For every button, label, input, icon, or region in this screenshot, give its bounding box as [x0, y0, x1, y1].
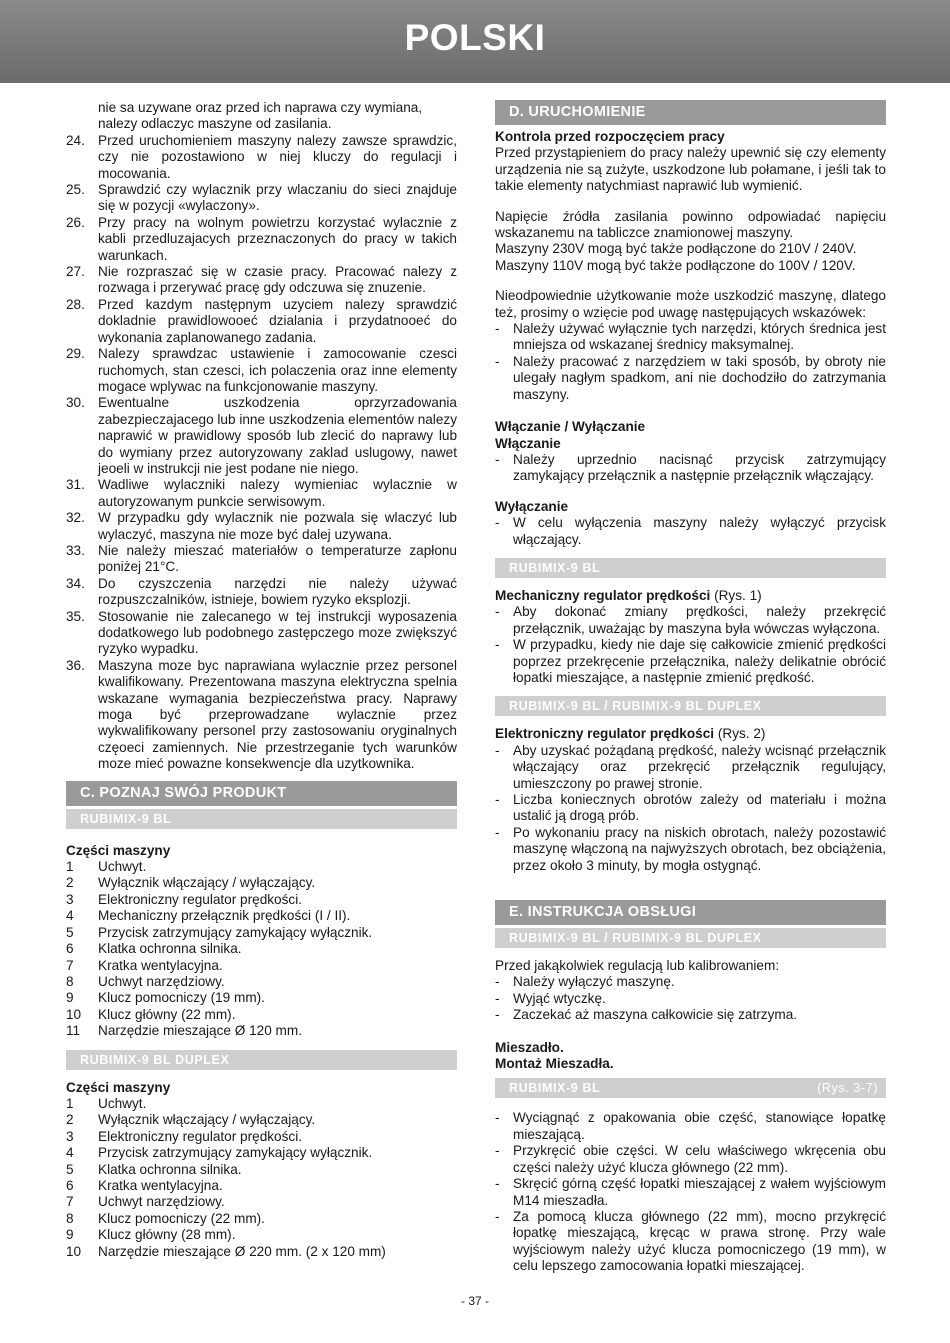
- misuse-text: Nieodpowiednie użytkowanie może uszkodzić maszynę, dlatego też, prosimy o wzięcie pod uwagę następujących wskazówek:: [495, 288, 886, 320]
- item-number: 10: [66, 1006, 82, 1022]
- subheader-label: RUBIMIX-9 BL: [509, 1081, 601, 1096]
- on-list: [495, 452, 886, 485]
- item-number: 1: [66, 1095, 74, 1111]
- part-item: [66, 1112, 457, 1128]
- part-item: [66, 1162, 457, 1178]
- item-text: Nalezy sprawdzac ustawienie i zamocowanie czesci ruchomych, stan czesci, ich polaczenia oraz inne elementy mogace wplywac na funkcjonowanie maszyny.: [98, 346, 457, 394]
- item-number: 3: [66, 1128, 74, 1144]
- parts-list: [66, 859, 457, 1039]
- item-number: 4: [66, 908, 74, 924]
- safety-item: [66, 543, 457, 576]
- subheader-label: RUBIMIX-9 BL: [509, 560, 601, 575]
- item-text: Klucz główny (22 mm).: [98, 1006, 236, 1022]
- item-number: 35.: [66, 608, 85, 624]
- item-number: 29.: [66, 346, 85, 362]
- item-number: 8: [66, 1210, 74, 1226]
- misuse-list: [495, 321, 886, 403]
- item-text: Klucz pomocniczy (22 mm).: [98, 1210, 265, 1226]
- intro-line: nie sa uzywane oraz przed ich naprawa czy wymiana,: [98, 100, 423, 115]
- dash-bullet: -: [495, 824, 500, 840]
- dash-bullet: -: [495, 604, 500, 620]
- dash-bullet: -: [495, 1143, 500, 1159]
- dash-bullet: -: [495, 637, 500, 653]
- part-item: [66, 1227, 457, 1243]
- right-column: [495, 100, 886, 1275]
- mech-regulator-heading: [495, 588, 886, 604]
- onoff-title: Włączanie / Wyłączanie: [495, 419, 646, 435]
- list-item: [495, 321, 886, 354]
- parts-title: Części maszyny: [66, 1079, 171, 1095]
- item-text: W przypadku gdy wylacznik nie pozwala się wlaczyć lub wylaczyć, maszyna nie moze być dalej uzywana.: [98, 510, 457, 542]
- dash-bullet: -: [495, 1176, 500, 1192]
- part-item: [66, 1194, 457, 1210]
- item-number: 3: [66, 891, 74, 907]
- item-text: Sprawdzić czy wylacznik przy wlaczaniu do sieci znajduje się w pozycji «wylaczony».: [98, 182, 457, 214]
- subheader-label: RUBIMIX-9 BL: [80, 811, 172, 826]
- item-number: 26.: [66, 214, 85, 230]
- list-item: [495, 991, 886, 1007]
- item-number: 5: [66, 924, 74, 940]
- list-item-text: Zaczekać aż maszyna całkowicie się zatrzyma.: [513, 1007, 798, 1023]
- dash-bullet: -: [495, 1007, 500, 1023]
- list-item: [495, 604, 886, 637]
- item-number: 4: [66, 1145, 74, 1161]
- list-item-text: Po wykonaniu pracy na niskich obrotach, należy pozostawić maszynę włączoną na najwyższych obrotach, bez obciążenia, przez około 3 minuty, by mogła ostygnąć.: [513, 824, 886, 873]
- list-item: [495, 637, 886, 686]
- item-text: Wadliwe wylaczniki nalezy wymieniac wylacznie w autoryzowanym punkcie serwisowym.: [98, 477, 457, 509]
- off-title: Wyłączanie: [495, 498, 569, 514]
- item-number: 9: [66, 990, 74, 1006]
- safety-item: [66, 264, 457, 297]
- subheader-label: RUBIMIX-9 BL DUPLEX: [80, 1052, 230, 1067]
- item-number: 36.: [66, 657, 85, 673]
- list-item-text: W przypadku, kiedy nie daje się całkowicie zmienić prędkości poprzez przekręcenie przełącznika, należy delikatnie obrócić łopatki mieszające, a następnie zmienić prędkość.: [513, 637, 886, 685]
- section-e-header: E. INSTRUKCJA OBSŁUGI: [495, 900, 886, 925]
- item-number: 9: [66, 1227, 74, 1243]
- item-text: Wyłącznik włączający / wyłączający.: [98, 875, 316, 891]
- item-text: Do czyszczenia narzędzi nie należy używać rozpuszczalników, istnieje, bowiem ryzyko eksplozji.: [98, 575, 457, 608]
- subheader-label: RUBIMIX-9 BL / RUBIMIX-9 BL DUPLEX: [509, 931, 762, 946]
- list-item: [495, 792, 886, 825]
- dash-bullet: -: [495, 353, 500, 369]
- item-text: Narzędzie mieszające Ø 120 mm.: [98, 1023, 302, 1039]
- elec-title: Elektroniczny regulator prędkości: [495, 726, 715, 742]
- item-text: Klucz pomocniczy (19 mm).: [98, 990, 265, 1006]
- dash-bullet: -: [495, 974, 500, 990]
- safety-item: [66, 346, 457, 395]
- safety-item: [66, 477, 457, 510]
- item-text: Przed uruchomieniem maszyny nalezy zawsze sprawdzic, czy nie pozostawiono w niej kluczy do regulacji i mocowania.: [98, 132, 457, 181]
- voltage-230: Maszyny 230V mogą być także podłączone do 210V / 240V.: [495, 241, 857, 257]
- dash-bullet: -: [495, 515, 500, 531]
- figure-ref: (Rys. 2): [714, 726, 766, 742]
- safety-item: [66, 297, 457, 346]
- mech-title: Mechaniczny regulator prędkości: [495, 587, 711, 603]
- item-text: Uchwyt narzędziowy.: [98, 1194, 225, 1210]
- subheader-rubimix-9-bl: [495, 558, 886, 578]
- item-number: 28.: [66, 296, 85, 312]
- mount-title: Montaż Mieszadła.: [495, 1056, 614, 1072]
- item-number: 8: [66, 973, 74, 989]
- intro-continuation: [66, 100, 457, 133]
- before-list: [495, 974, 886, 1023]
- part-item: [66, 892, 457, 908]
- item-number: 24.: [66, 132, 85, 148]
- check-text: Przed przystąpieniem do pracy należy upewnić się czy elementy urządzenia nie są zużyte, uszkodzone lub połamane, i jeśli tak to takie elementy natychmiast naprawić lub wymienić.: [495, 145, 886, 194]
- list-item: [495, 1143, 886, 1176]
- off-list: [495, 515, 886, 548]
- list-item-text: Aby dokonać zmiany prędkości, należy przekręcić przełącznik, uważając by maszyna była wówczas wyłączona.: [513, 604, 886, 636]
- item-number: 10: [66, 1243, 82, 1259]
- dash-bullet: -: [495, 792, 500, 807]
- subheader-rubimix-9-bl: [495, 1078, 886, 1098]
- list-item-text: Należy uprzednio nacisnąć przycisk zatrzymujący zamykający przełącznik a następnie przełącznik włączający.: [513, 451, 886, 484]
- item-text: Uchwyt narzędziowy.: [98, 973, 225, 989]
- part-item: [66, 908, 457, 924]
- item-text: Nie rozpraszać się w czasie pracy. Pracować nalezy z rozwaga i przerywać pracę gdy odczuwa się znuzenie.: [98, 264, 457, 296]
- list-item: [495, 825, 886, 874]
- list-item: [495, 743, 886, 792]
- subheader-rubimix-duplex: [495, 696, 886, 716]
- figure-ref: (Rys. 3-7): [817, 1081, 878, 1096]
- safety-item: [66, 576, 457, 609]
- part-item: [66, 990, 457, 1006]
- part-item: [66, 1007, 457, 1023]
- list-item-text: Aby uzyskać pożądaną prędkość, należy wcisnąć przełącznik włączający oraz przekręcić przełącznik regulujący, umieszczony po prawej stronie.: [513, 742, 886, 791]
- part-item: [66, 875, 457, 891]
- list-item: [495, 1209, 886, 1275]
- dash-bullet: -: [495, 742, 500, 758]
- header-banner: [0, 0, 950, 83]
- item-text: Stosowanie nie zalecanego w tej instrukcji wyposazenia dodatkowego lub podobnego zastępczego moze zwiększyć ryzyko wypadku.: [98, 608, 457, 657]
- part-item: [66, 925, 457, 941]
- dash-bullet: -: [495, 451, 500, 467]
- list-item: [495, 354, 886, 403]
- safety-item: [66, 395, 457, 477]
- item-text: Przycisk zatrzymujący zamykający wyłącznik.: [98, 1145, 373, 1161]
- list-item-text: W celu wyłączenia maszyny należy wyłączyć przycisk włączający.: [513, 515, 886, 547]
- parts-list: [66, 1096, 457, 1260]
- voltage-110: Maszyny 110V mogą być także podłączone do 100V / 120V.: [495, 257, 856, 273]
- list-item: [495, 515, 886, 548]
- subheader-rubimix-duplex: [495, 928, 886, 948]
- item-number: 7: [66, 957, 74, 973]
- item-text: Uchwyt.: [98, 1095, 147, 1111]
- left-column: [66, 100, 457, 1260]
- safety-item: [66, 609, 457, 658]
- before-text: Przed jakąkolwiek regulacją lub kalibrowaniem:: [495, 958, 780, 974]
- page-title: POLSKI: [404, 17, 546, 58]
- list-item-text: Należy używać wyłącznie tych narzędzi, których średnica jest mniejsza od wskazanej średnicy maksymalnej.: [513, 321, 886, 353]
- part-item: [66, 974, 457, 990]
- item-number: 5: [66, 1161, 74, 1177]
- item-text: Ewentualne uszkodzenia oprzyrzadowania zabezpieczajacego lub inne uszkodzenia elementów nalezy naprawić w prawidlowy sposób lub zlecić do naprawy lub do wymiany przez autoryzowany zaklad uslugowy, nawet jeoeli w instrukcji nie jest podane nie niego.: [98, 395, 457, 476]
- subheader-rubimix-9-bl: [66, 809, 457, 829]
- part-item: [66, 1244, 457, 1260]
- part-item: [66, 958, 457, 974]
- on-title: Włączanie: [495, 435, 561, 451]
- item-text: Przycisk zatrzymujący zamykający wyłącznik.: [98, 924, 373, 940]
- item-text: Przed kazdym następnym uzyciem nalezy sprawdzić dokladnie prawidlowooeć dzialania i przydatnooeć do wykonania zaplanowanego zadania.: [98, 296, 457, 345]
- subheader-label: RUBIMIX-9 BL / RUBIMIX-9 BL DUPLEX: [509, 699, 762, 714]
- dash-bullet: -: [495, 990, 500, 1006]
- elec-list: [495, 743, 886, 874]
- part-item: [66, 941, 457, 957]
- safety-item: [66, 133, 457, 182]
- item-number: 30.: [66, 395, 85, 411]
- page-number: - 37 -: [460, 1294, 489, 1308]
- item-text: Elektroniczny regulator prędkości.: [98, 891, 302, 907]
- mount-list: [495, 1110, 886, 1274]
- part-item: [66, 1145, 457, 1161]
- safety-item: [66, 658, 457, 773]
- list-item-text: Za pomocą klucza głównego (22 mm), mocno przykręcić łopatkę mieszającą, kręcąc w prawa stronę. Przy wale wyjściowym należy użyć klucza pomocniczego (19 mm), w celu lepszego zamocowania łopatki mieszającej.: [513, 1208, 886, 1274]
- list-item-text: Należy pracować z narzędziem w taki sposób, by obroty nie ulegały nagłym spadkom, ani nie dochodziło do zatrzymania maszyny.: [513, 353, 886, 402]
- item-text: Mechaniczny przełącznik prędkości (I / II).: [98, 908, 351, 924]
- part-item: [66, 1178, 457, 1194]
- item-text: Elektroniczny regulator prędkości.: [98, 1128, 302, 1144]
- item-text: Klucz główny (28 mm).: [98, 1227, 236, 1243]
- list-item-text: Należy wyłączyć maszynę.: [513, 974, 675, 990]
- item-number: 6: [66, 941, 74, 957]
- dash-bullet: -: [495, 1208, 500, 1224]
- dash-bullet: -: [495, 1110, 500, 1126]
- item-text: Kratka wentylacyjna.: [98, 957, 223, 973]
- item-text: Maszyna moze byc naprawiana wylacznie przez personel kwalifikowany. Prezentowana maszyna elektryczna spelnia wskazane wymagania bezpieczeństwa pracy. Naprawy moga być przeprowadzane wylacznie przez wykwalifikowany personel przy zastosowaniu oryginalnych częoeci zamiennych. Nie przestrzeganie tych warunków moze mieć powazne konsekwencje dla uzytkownika.: [98, 657, 457, 772]
- mech-list: [495, 604, 886, 686]
- item-number: 32.: [66, 510, 85, 526]
- intro-line: nalezy odlaczyc maszyne od zasilania.: [98, 116, 332, 132]
- section-d-header: D. URUCHOMIENIE: [495, 100, 886, 125]
- item-number: 33.: [66, 542, 85, 558]
- safety-item: [66, 182, 457, 215]
- item-text: Wyłącznik włączający / wyłączający.: [98, 1112, 316, 1128]
- item-number: 1: [66, 859, 74, 875]
- part-item: [66, 1129, 457, 1145]
- list-item: [495, 1176, 886, 1209]
- list-item: [495, 974, 886, 990]
- list-item-text: Wyciągnąć z opakowania obie część, stanowiące łopatkę mieszającą.: [513, 1110, 886, 1142]
- safety-item: [66, 510, 457, 543]
- check-title: Kontrola przed rozpoczęciem pracy: [495, 129, 725, 144]
- figure-ref: (Rys. 1): [710, 587, 762, 603]
- list-item-text: Skręcić górną część łopatki mieszającej z wałem wyjściowym M14 mieszadła.: [513, 1176, 886, 1208]
- item-text: Klatka ochronna silnika.: [98, 1161, 242, 1177]
- mixer-title: Mieszadło.: [495, 1039, 564, 1055]
- item-text: Klatka ochronna silnika.: [98, 941, 242, 957]
- item-number: 25.: [66, 182, 85, 198]
- item-text: Przy pracy na wolnym powietrzu korzystać wylacznie z kabli przedluzajacych przeznaczonych do pracy w takich warunkach.: [98, 214, 457, 263]
- part-item: [66, 1023, 457, 1039]
- item-number: 2: [66, 1112, 74, 1128]
- safety-list: [66, 133, 457, 773]
- parts-title: Części maszyny: [66, 842, 171, 858]
- dash-bullet: -: [495, 321, 500, 337]
- list-item: [495, 452, 886, 485]
- item-text: Nie należy mieszać materiałów o temperaturze zapłonu poniżej 21°C.: [98, 542, 457, 575]
- item-text: Narzędzie mieszające Ø 220 mm. (2 x 120 mm): [98, 1243, 386, 1259]
- item-number: 2: [66, 875, 74, 891]
- item-number: 34.: [66, 575, 85, 591]
- item-number: 6: [66, 1177, 74, 1193]
- safety-item: [66, 215, 457, 264]
- list-item-text: Wyjąć wtyczkę.: [513, 990, 606, 1006]
- list-item: [495, 1110, 886, 1143]
- item-text: Kratka wentylacyjna.: [98, 1177, 223, 1193]
- subheader-rubimix-9-bl-duplex: [66, 1050, 457, 1070]
- list-item-text: Liczba koniecznych obrotów zależy od materiału i można ustalić ją drogą prób.: [513, 792, 886, 824]
- list-item-text: Przykręcić obie części. W celu właściwego wkręcenia obu części należy użyć klucza głównego (22 mm).: [513, 1143, 886, 1175]
- part-item: [66, 859, 457, 875]
- part-item: [66, 1211, 457, 1227]
- item-number: 27.: [66, 264, 85, 280]
- item-text: Uchwyt.: [98, 859, 147, 875]
- item-number: 11: [66, 1023, 81, 1039]
- part-item: [66, 1096, 457, 1112]
- item-number: 7: [66, 1194, 74, 1210]
- item-number: 31.: [66, 477, 85, 493]
- list-item: [495, 1007, 886, 1023]
- section-c-header: C. POZNAJ SWÓJ PRODUKT: [66, 781, 457, 806]
- voltage-text: Napięcie źródła zasilania powinno odpowiadać napięciu wskazanemu na tabliczce znamionowej maszyny.: [495, 208, 886, 241]
- elec-regulator-heading: [495, 726, 886, 742]
